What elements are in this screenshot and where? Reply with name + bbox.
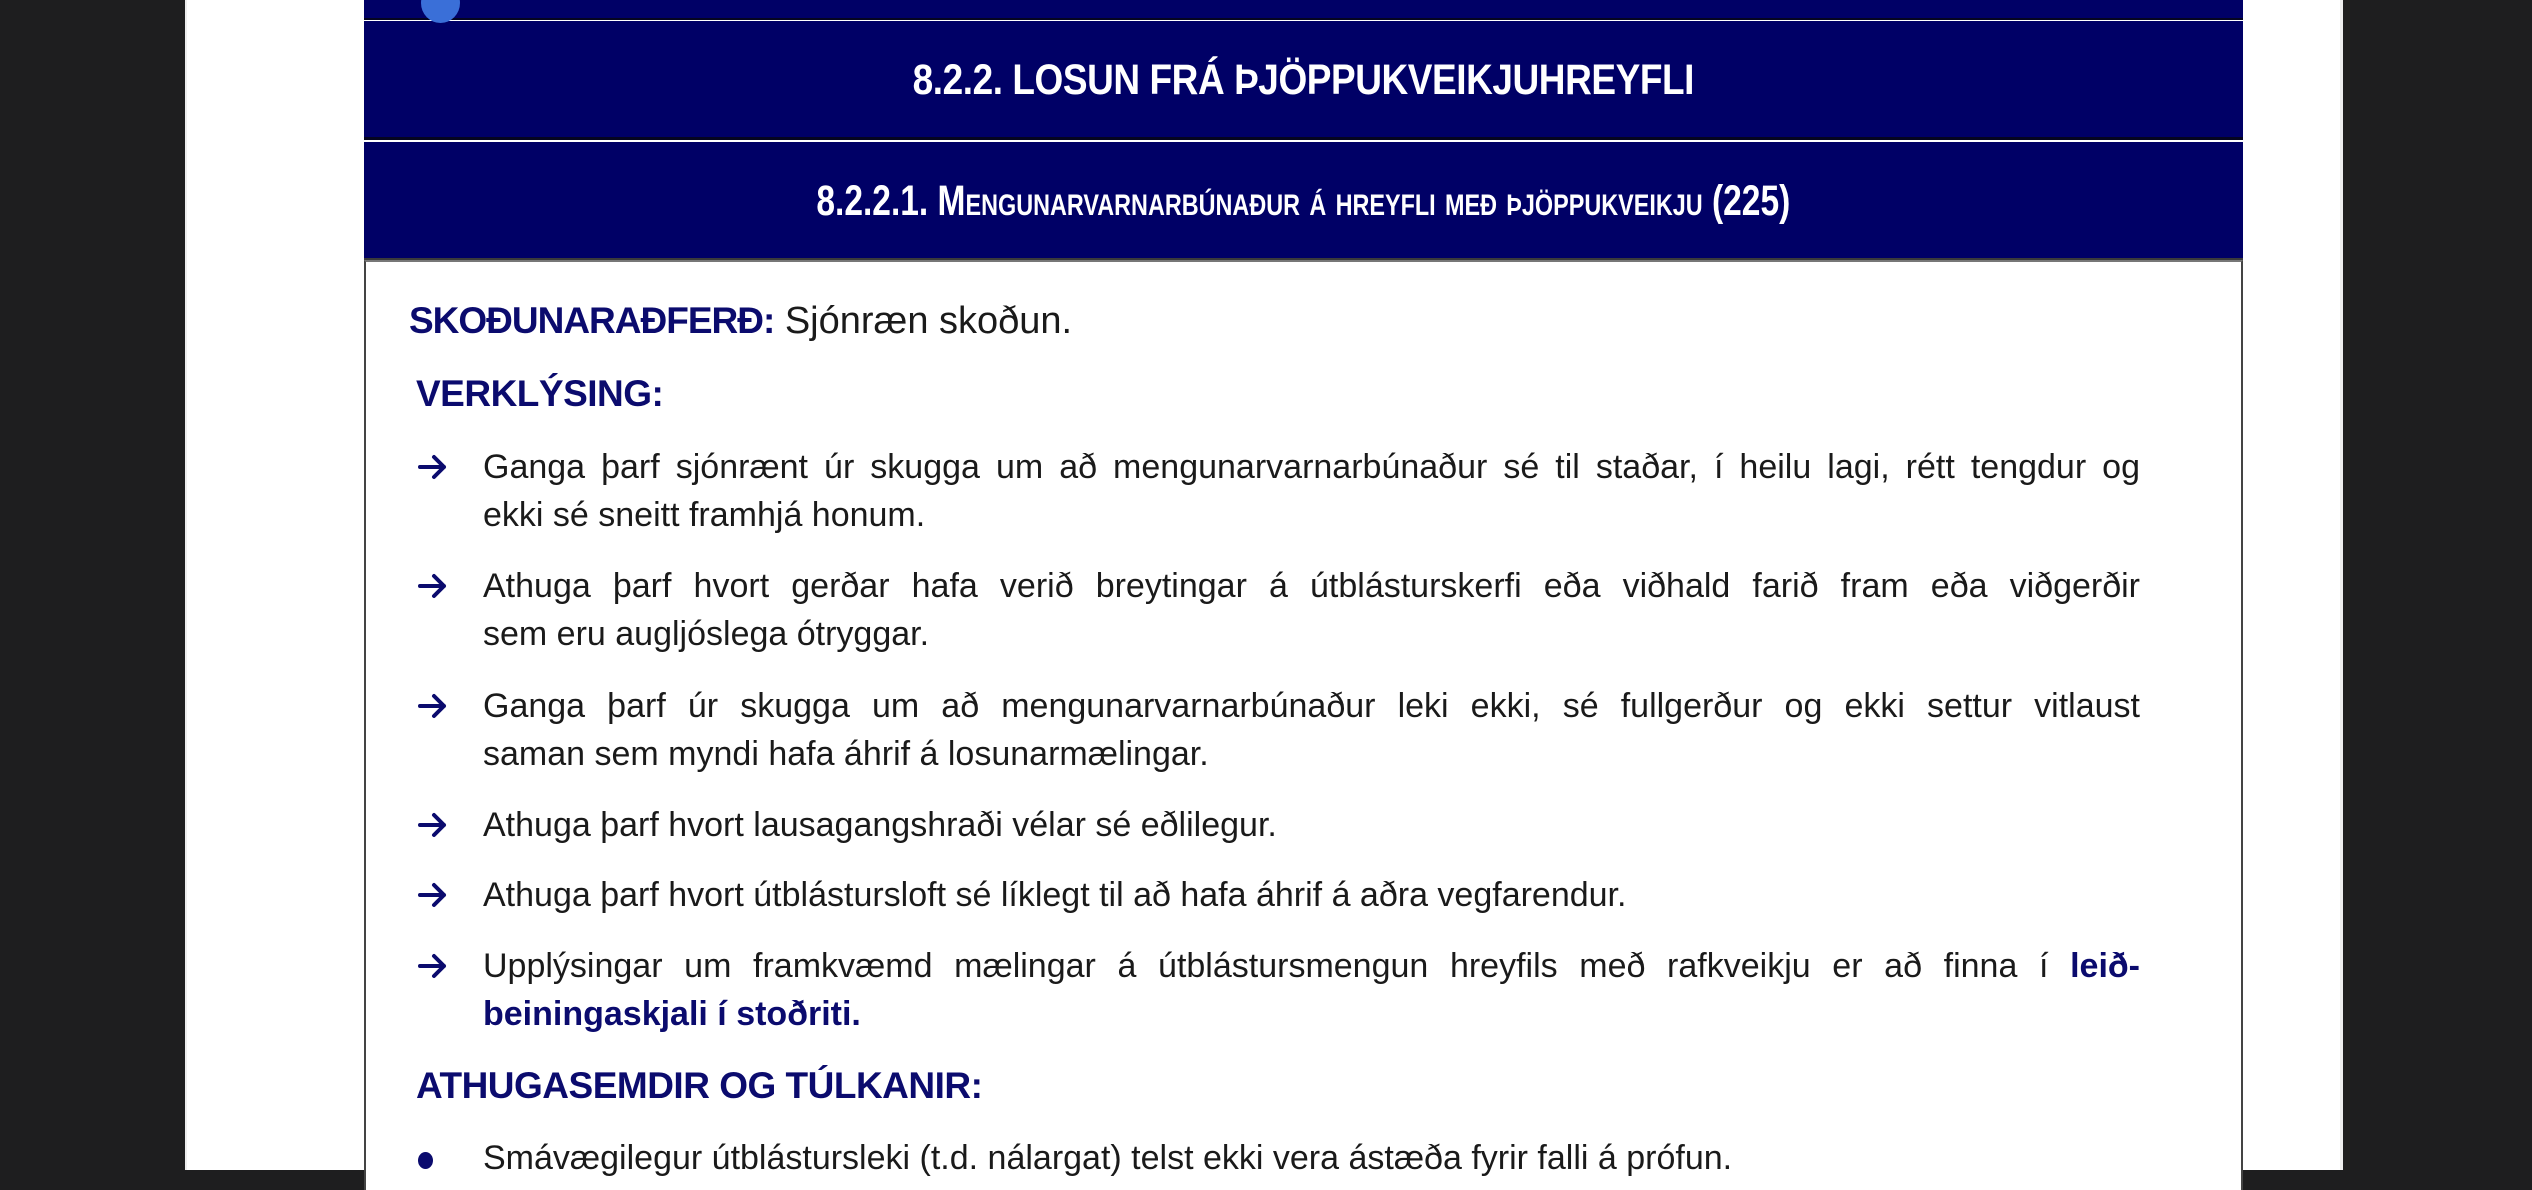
- inspection-method-label: SKOÐUNARAÐFERÐ:: [409, 300, 775, 341]
- guideline-document-link[interactable]: leið-: [2070, 947, 2140, 985]
- procedure-item-text: Athuga þarf hvort lausagangshraði vélar sé eðlilegur.: [483, 806, 1277, 844]
- bullet-dot-icon: [418, 1152, 433, 1169]
- arrow-right-icon: [416, 871, 450, 919]
- arrow-right-icon: [416, 942, 450, 990]
- arrow-right-icon: [416, 682, 450, 730]
- procedure-item-text: Athuga þarf hvort gerðar hafa verið breytingar á útblásturskerfi eða viðhald farið fram eða viðgerðir sem eru augljóslega ótryggar.: [483, 567, 2140, 653]
- arrow-right-icon: [416, 562, 450, 610]
- remark-item-text: Smávægilegur útblástursleki (t.d. nálargat) telst ekki vera ástæða fyrir falli á prófun.: [483, 1139, 1733, 1177]
- guideline-document-link-cont[interactable]: beiningaskjali í stoðriti.: [483, 995, 861, 1033]
- procedure-item-text: Upplýsingar um framkvæmd mælingar á útblástursmengun hreyfils með rafkveikju er að finna í leið- beiningaskjali í stoðriti.: [483, 942, 2140, 1038]
- subsection-heading: [364, 142, 2243, 260]
- previous-section-strip: [364, 0, 2243, 20]
- procedure-heading: VERKLÝSING:: [416, 373, 664, 414]
- inspection-method-row: [409, 297, 1072, 345]
- arrow-right-icon: [416, 801, 450, 849]
- section-heading-text: 8.2.2. LOSUN FRÁ ÞJÖPPUKVEIKJUHREYFLI: [912, 56, 1695, 104]
- inspection-method-value: Sjónræn skoðun.: [774, 300, 1073, 342]
- procedure-item-text: Ganga þarf úr skugga um að mengunarvarnarbúnaður leki ekki, sé fullgerður og ekki settur vitlaust saman sem myndi hafa áhrif á losunarmælingar.: [483, 687, 2140, 773]
- arrow-right-icon: [416, 443, 450, 491]
- procedure-item-text: Ganga þarf sjónrænt úr skugga um að mengunarvarnarbúnaður sé til staðar, í heilu lagi, rétt tengdur og ekki sé sneitt framhjá honum.: [483, 448, 2140, 534]
- section-heading: [364, 21, 2243, 140]
- remarks-heading: ATHUGASEMDIR OG TÚLKANIR:: [416, 1065, 983, 1106]
- subsection-heading-text: 8.2.2.1. Mengunarvarnarbúnaður á hreyfli með þjöppukveikju (225): [816, 177, 1791, 225]
- procedure-item-text: Athuga þarf hvort útblástursloft sé líklegt til að hafa áhrif á aðra vegfarendur.: [483, 876, 1627, 914]
